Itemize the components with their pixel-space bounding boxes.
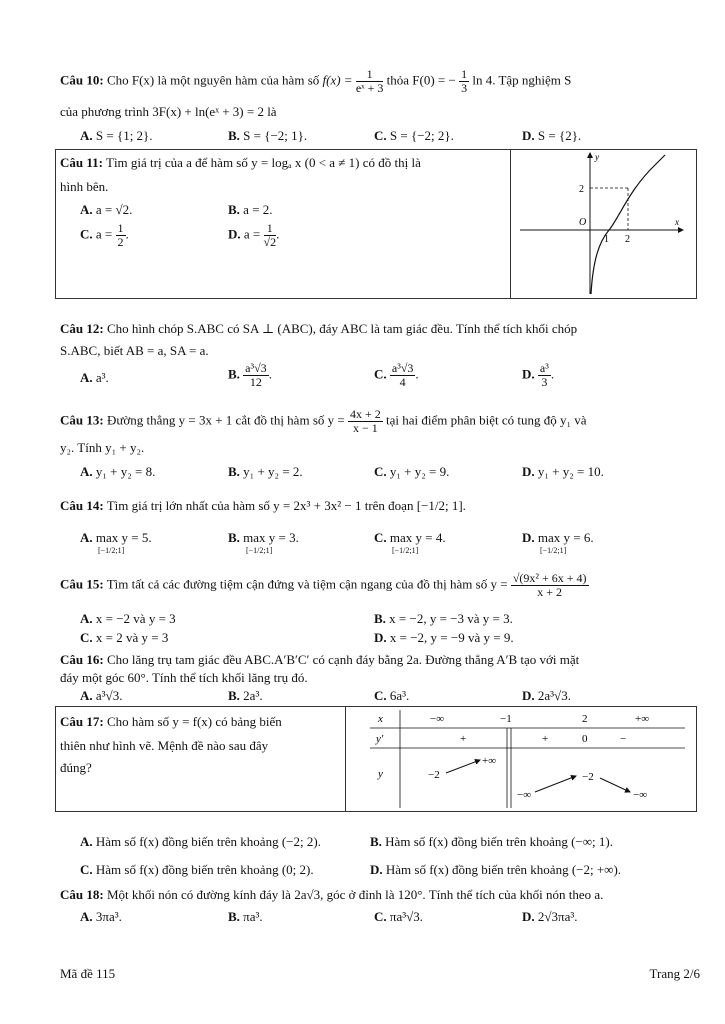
q17-line2: thiên như hình vẽ. Mệnh đề nào sau đây (60, 738, 269, 753)
q13-option-a[interactable]: A. y₁ + y₂ = 8. (80, 464, 156, 479)
tick-x-1: 1 (604, 234, 609, 245)
q12-option-a[interactable]: A. a³. (80, 370, 109, 385)
q15-option-a[interactable]: A. x = −2 và y = 3 (80, 611, 176, 626)
q14-option-b[interactable]: B. max y = 3. [−1/2;1] (228, 530, 299, 555)
page-number: Trang 2/6 (649, 966, 700, 981)
svg-text:−1: −1 (500, 713, 512, 725)
q12-line1: Câu 12: Cho hình chóp S.ABC có SA ⊥ (ABC), đáy ABC là tam giác đều. Tính thể tích khối chóp (60, 321, 578, 336)
q13-option-d[interactable]: D. y₁ + y₂ = 10. (522, 464, 604, 479)
q13-line1: Câu 13: Đường thẳng y = 3x + 1 cắt đồ thị hàm số y = $\frac{4x + 2}{x - 1}$ tại hai điểm phân biệt có tung độ y₁ và (60, 407, 587, 435)
q13-line2: y₂. Tính y₁ + y₂. (60, 440, 145, 455)
svg-text:y′: y′ (376, 733, 384, 745)
q17-variation-table (360, 710, 690, 808)
svg-text:−∞: −∞ (633, 789, 648, 801)
q16-line2: đáy một góc 60°. Tính thể tích khối lăng trụ đó. (60, 670, 308, 685)
q10-label: Câu 10: (60, 72, 104, 88)
q16-line1: Câu 16: Cho lăng trụ tam giác đều ABC.A′B′C′ có cạnh đáy bằng 2a. Đường thẳng A′B tạo với mặt (60, 652, 580, 667)
svg-text:2: 2 (582, 713, 588, 725)
q18-option-d[interactable]: D. 2√3πa³. (522, 909, 578, 924)
y-label: y (595, 152, 599, 162)
q11-option-c[interactable]: C. a = $\frac{1}{2}$ . (80, 221, 129, 249)
q14-line1: Câu 14: Tìm giá trị lớn nhất của hàm số y = 2x³ + 3x² − 1 trên đoạn [−1/2; 1]. (60, 498, 466, 513)
tick-y-2: 2 (579, 184, 584, 195)
q16-option-c[interactable]: C. 6a³. (374, 688, 410, 703)
q11-option-d[interactable]: D. a = $\frac{1}{√2}$ . (228, 221, 280, 249)
svg-text:−2: −2 (428, 769, 440, 781)
q17-option-a[interactable]: A. Hàm số f(x) đồng biến trên khoảng (−2; 2). (80, 834, 321, 849)
svg-text:+∞: +∞ (635, 713, 650, 725)
q10-fraction: $\frac{1}{\text{eˣ + 3}}$ (355, 67, 384, 95)
q10-option-b[interactable]: B. S = {−2; 1}. (228, 128, 308, 143)
exam-code: Mã đề 115 (60, 966, 116, 981)
svg-text:+∞: +∞ (482, 755, 497, 767)
q17-option-c[interactable]: C. Hàm số f(x) đồng biến trên khoảng (0; 2). (80, 862, 314, 877)
q17-line3: đúng? (60, 760, 92, 775)
q11-option-b[interactable]: B. a = 2. (228, 202, 273, 217)
q11-line2: hình bên. (60, 179, 109, 194)
svg-text:+: + (542, 733, 549, 745)
q11-divider (510, 149, 511, 298)
q16-option-b[interactable]: B. 2a³. (228, 688, 263, 703)
q18-option-a[interactable]: A. 3πa³. (80, 909, 122, 924)
svg-text:y: y (378, 768, 383, 780)
q14-option-d[interactable]: D. max y = 6. [−1/2;1] (522, 530, 594, 555)
q14-option-c[interactable]: C. max y = 4. [−1/2;1] (374, 530, 446, 555)
q17-divider (345, 706, 346, 811)
q11-log-graph (515, 150, 693, 296)
q15-option-c[interactable]: C. x = 2 và y = 3 (80, 630, 169, 645)
svg-text:x: x (378, 713, 383, 725)
svg-text:−: − (620, 733, 627, 745)
q18-option-b[interactable]: B. πa³. (228, 909, 263, 924)
q17-option-d[interactable]: D. Hàm số f(x) đồng biến trên khoảng (−2; +∞). (370, 862, 622, 877)
q14-option-a[interactable]: A. max y = 5. [−1/2;1] (80, 530, 152, 555)
q12-option-c[interactable]: C. $\frac{\text{a³√3}}{4}$ . (374, 361, 419, 389)
svg-text:0: 0 (582, 733, 588, 745)
q18-option-c[interactable]: C. πa³√3. (374, 909, 424, 924)
q12-line2: S.ABC, biết AB = a, SA = a. (60, 343, 209, 358)
q10-option-d[interactable]: D. S = {2}. (522, 128, 582, 143)
q11-line1: Câu 11: Tìm giá trị của a để hàm số y = logₐ x (0 < a ≠ 1) có đồ thị là (60, 155, 421, 170)
q12-option-b[interactable]: B. $\frac{\text{a³√3}}{12}$ . (228, 361, 272, 389)
svg-text:−∞: −∞ (430, 713, 445, 725)
q17-line1: Câu 17: Cho hàm số y = f(x) có bảng biến (60, 714, 282, 729)
origin-label: O (579, 217, 587, 228)
q18-line1: Câu 18: Một khối nón có đường kính đáy là 2a√3, góc ở đỉnh là 120°. Tính thể tích của khối nón theo a. (60, 887, 604, 902)
q15-option-d[interactable]: D. x = −2, y = −9 và y = 9. (374, 630, 514, 645)
q10-option-a[interactable]: A. S = {1; 2}. (80, 128, 153, 143)
tick-x-2: 2 (625, 234, 630, 245)
q17-option-b[interactable]: B. Hàm số f(x) đồng biến trên khoảng (−∞; 1). (370, 834, 613, 849)
q13-option-c[interactable]: C. y₁ + y₂ = 9. (374, 464, 450, 479)
q15-line1: Câu 15: Tìm tất cả các đường tiệm cận đứng và tiệm cận ngang của đồ thị hàm số y = $\frac{\text{√(9x² + 6x + 4)}}{x + 2}$ (60, 571, 587, 599)
q15-option-b[interactable]: B. x = −2, y = −3 và y = 3. (374, 611, 513, 626)
x-label: x (675, 217, 679, 227)
q11-option-a[interactable]: A. a = √2. (80, 202, 133, 217)
q10-option-c[interactable]: C. S = {−2; 2}. (374, 128, 454, 143)
q16-option-a[interactable]: A. a³√3. (80, 688, 123, 703)
svg-text:−∞: −∞ (517, 789, 532, 801)
q10-line2: của phương trình 3F(x) + ln(eˣ + 3) = 2 là (60, 104, 277, 119)
q13-option-b[interactable]: B. y₁ + y₂ = 2. (228, 464, 303, 479)
q16-option-d[interactable]: D. 2a³√3. (522, 688, 571, 703)
svg-text:−2: −2 (582, 771, 594, 783)
q10-line1: Câu 10: Cho F(x) là một nguyên hàm của hàm số f(x) = $\frac{1}{\text{eˣ + 3}}$ thỏa F(0) = − $\frac{1}{3}$ ln 4. Tập nghiệm S (60, 67, 572, 95)
svg-text:+: + (460, 733, 467, 745)
q12-option-d[interactable]: D. $\frac{\text{a³}}{3}$ . (522, 361, 555, 389)
